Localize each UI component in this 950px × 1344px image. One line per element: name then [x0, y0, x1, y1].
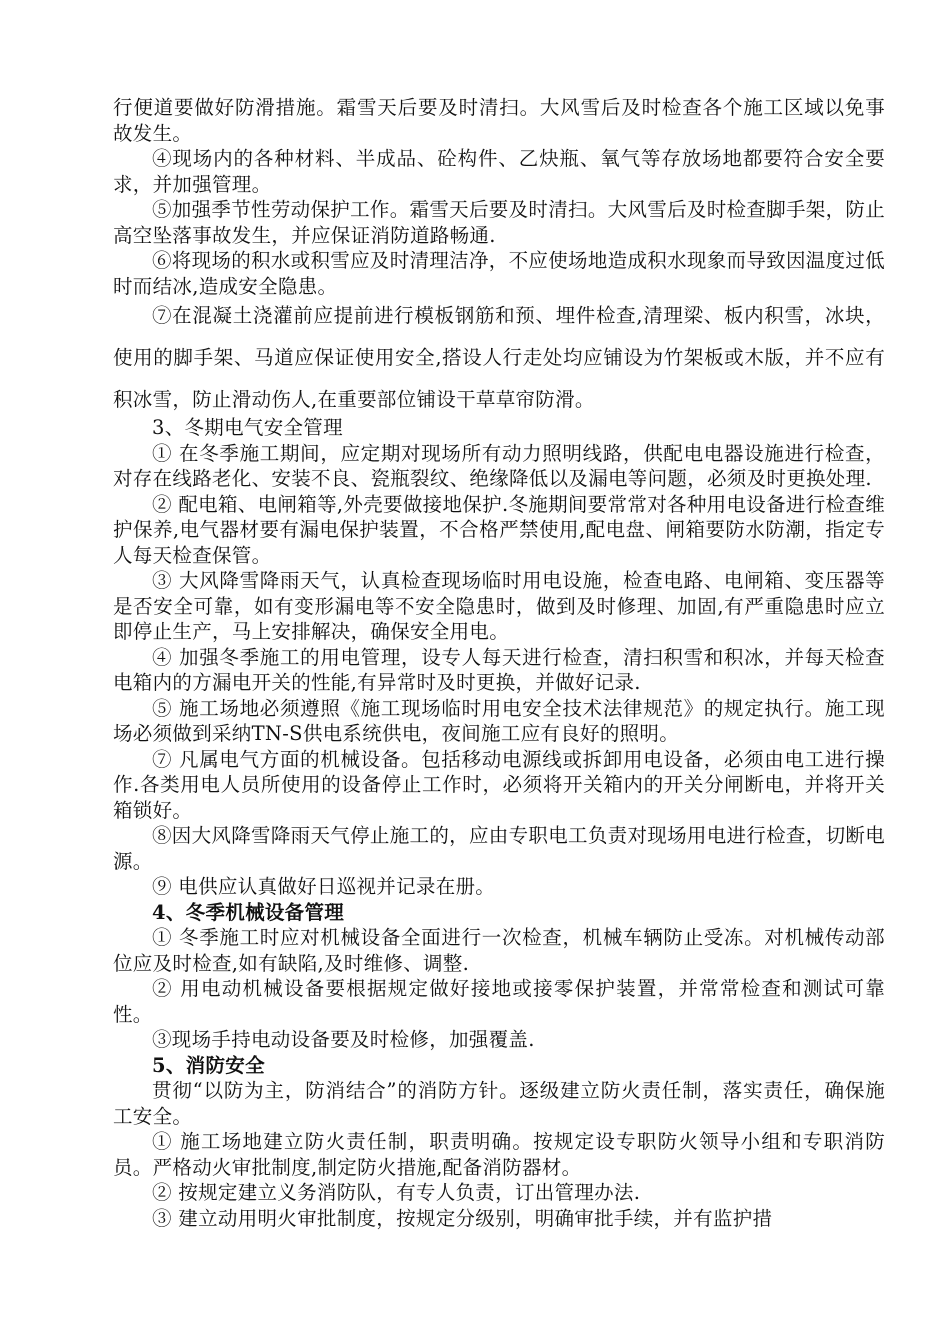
paragraph: ② 用电动机械设备要根据规定做好接地或接零保护装置，并常常检查和测试可靠性。	[113, 977, 885, 1026]
paragraph: ① 在冬季施工期间，应定期对现场所有动力照明线路，供配电电器设施进行检查，对存在线路老化、安装不良、瓷瓶裂纹、绝缘降低以及漏电等问题，必须及时更换处理.	[113, 441, 885, 490]
paragraph: ⑧因大风降雪降雨天气停止施工的，应由专职电工负责对现场用电进行检查，切断电源。	[113, 824, 885, 873]
section-heading: 5、消防安全	[152, 1053, 265, 1077]
paragraph: ② 按规定建立义务消防队，有专人负责，订出管理办法.	[152, 1181, 641, 1204]
paragraph: ② 配电箱、电闸箱等,外壳要做接地保护.冬施期间要常常对各种用电设备进行检查维护保养,电气器材要有漏电保护装置，不合格严禁使用,配电盘、闸箱要防水防潮，指定专人每天检查保管。	[113, 492, 885, 567]
paragraph: ① 施工场地建立防火责任制，职责明确。按规定设专职防火领导小组和专职消防员。严格动火审批制度,制定防火措施,配备消防器材。	[113, 1130, 885, 1179]
document-body	[113, 95, 885, 1231]
paragraph: ① 冬季施工时应对机械设备全面进行一次检查，机械车辆防止受冻。对机械传动部位应及时检查,如有缺陷,及时维修、调整.	[113, 926, 885, 975]
paragraph: ④现场内的各种材料、半成品、砼构件、乙炔瓶、氧气等存放场地都要符合安全要求，并加强管理。	[113, 147, 885, 196]
paragraph: ④ 加强冬季施工的用电管理，设专人每天进行检查，清扫积雪和积冰，并每天检查电箱内的方漏电开关的性能,有异常时及时更换，并做好记录.	[113, 645, 885, 694]
paragraph: ⑦在混凝土浇灌前应提前进行模板钢筋和预、埋件检查,清理梁、板内积雪，冰块，使用的脚手架、马道应保证使用安全,搭设人行走处均应铺设为竹架板或木版，并不应有积冰雪，防止滑动伤人,在重要部位铺设干草草帘防滑。	[113, 304, 885, 411]
section-heading: 4、冬季机械设备管理	[152, 900, 345, 924]
paragraph: ⑨ 电供应认真做好日巡视并记录在册。	[152, 875, 496, 898]
paragraph: 贯彻“以防为主，防消结合”的消防方针。逐级建立防火责任制，落实责任，确保施工安全。	[113, 1079, 885, 1128]
paragraph: ⑤加强季节性劳动保护工作。霜雪天后要及时清扫。大风雪后及时检查脚手架，防止高空坠落事故发生，并应保证消防道路畅通.	[113, 198, 885, 247]
section-heading: 3、冬期电气安全管理	[152, 416, 343, 439]
paragraph: ③现场手持电动设备要及时检修，加强覆盖.	[152, 1028, 535, 1051]
paragraph: ③ 大风降雪降雨天气，认真检查现场临时用电设施，检查电路、电闸箱、变压器等是否安全可靠，如有变形漏电等不安全隐患时，做到及时修理、加固,有严重隐患时应立即停止生产，马上安排解决，确保安全用电。	[113, 569, 885, 643]
paragraph: 行便道要做好防滑措施。霜雪天后要及时清扫。大风雪后及时检查各个施工区域以免事故发生。	[113, 96, 885, 145]
paragraph: ⑦ 凡属电气方面的机械设备。包括移动电源线或拆卸用电设备，必须由电工进行操作.各类用电人员所使用的设备停止工作时，必须将开关箱内的开关分闸断电，并将开关箱锁好。	[113, 747, 885, 822]
paragraph: ③ 建立动用明火审批制度，按规定分级别，明确审批手续，并有监护措	[152, 1206, 773, 1230]
paragraph: ⑥将现场的积水或积雪应及时清理洁净，不应使场地造成积水现象而导致因温度过低时而结冰,造成安全隐患。	[113, 249, 885, 298]
paragraph: ⑤ 施工场地必须遵照《施工现场临时用电安全技术法律规范》的规定执行。施工现场必须做到采纳TN-S供电系统供电，夜间施工应有良好的照明。	[113, 696, 885, 745]
